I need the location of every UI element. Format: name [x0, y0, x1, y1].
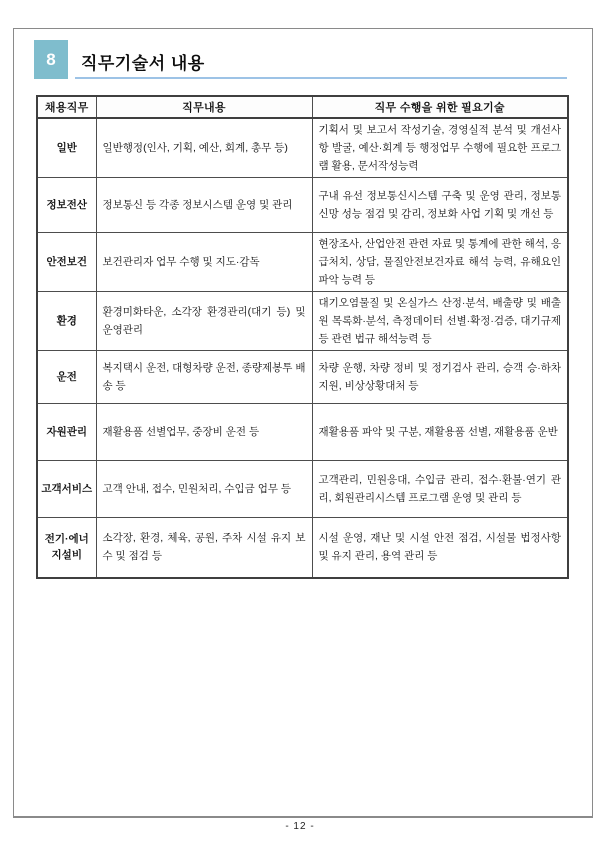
cell-skills: 대기오염물질 및 온실가스 산정·분석, 배출량 및 배출원 목록화·분석, 측정데이터 선별·확정·검증, 대기규제 등 관련 법규 해석능력 등: [312, 292, 568, 351]
section-number-badge: [34, 40, 68, 79]
page-title: 직무기술서 내용: [81, 54, 205, 73]
table-row: [37, 178, 568, 233]
table-row: [37, 461, 568, 518]
title-underline-rule: [75, 77, 567, 79]
cell-skills: 현장조사, 산업안전 관련 자료 및 통계에 관한 해석, 응급처치, 상담, 물질안전보건자료 해석 능력, 유해요인 파악 능력 등: [312, 233, 568, 292]
table-row: [37, 292, 568, 351]
cell-skills: 차량 운행, 차량 정비 및 정기검사 관리, 승객 승·하차 지원, 비상상황대처 등: [312, 351, 568, 404]
cell-duties: 보건관리자 업무 수행 및 지도·감독: [96, 233, 312, 292]
cell-duties: 복지택시 운전, 대형차량 운전, 종량제봉투 배송 등: [96, 351, 312, 404]
header-cell-duties: 직무내용: [96, 96, 312, 118]
cell-job: 운전: [37, 351, 96, 404]
cell-job: 정보전산: [37, 178, 96, 233]
table-header-row: [37, 96, 568, 118]
cell-duties: 정보통신 등 각종 정보시스템 운영 및 관리: [96, 178, 312, 233]
cell-duties: 환경미화타운, 소각장 환경관리(대기 등) 및 운영관리: [96, 292, 312, 351]
table-row: [37, 404, 568, 461]
page-number: - 12 -: [285, 821, 315, 832]
table-row: [37, 351, 568, 404]
cell-skills: 구내 유선 정보통신시스템 구축 및 운영 관리, 정보통신망 성능 점검 및 감리, 정보화 사업 기획 및 개선 등: [312, 178, 568, 233]
cell-skills: 고객관리, 민원응대, 수입금 관리, 접수·환불·연기 관리, 회원관리시스템 프로그램 운영 및 관리 등: [312, 461, 568, 518]
cell-duties: 고객 안내, 접수, 민원처리, 수입금 업무 등: [96, 461, 312, 518]
section-number: 8: [46, 49, 56, 69]
table-row: [37, 118, 568, 178]
cell-duties: 소각장, 환경, 체육, 공원, 주차 시설 유지 보수 및 점검 등: [96, 518, 312, 578]
cell-job: 전기·에너지설비: [37, 518, 96, 578]
table-row: [37, 518, 568, 578]
header-cell-job: 채용직무: [37, 96, 96, 118]
cell-duties: 일반행정(인사, 기획, 예산, 회계, 총무 등): [96, 118, 312, 178]
table-row: [37, 233, 568, 292]
page-border-frame: [13, 28, 593, 818]
cell-job: 일반: [37, 118, 96, 178]
job-description-table: [36, 95, 569, 579]
cell-duties: 재활용품 선별업무, 중장비 운전 등: [96, 404, 312, 461]
cell-skills: 시설 운영, 재난 및 시설 안전 점검, 시설물 법정사항 및 유지 관리, 용역 관리 등: [312, 518, 568, 578]
cell-skills: 재활용품 파악 및 구분, 재활용품 선별, 재활용품 운반: [312, 404, 568, 461]
cell-job: 환경: [37, 292, 96, 351]
header-cell-skills: 직무 수행을 위한 필요기술: [312, 96, 568, 118]
cell-job: 안전보건: [37, 233, 96, 292]
cell-job: 고객서비스: [37, 461, 96, 518]
cell-job: 자원관리: [37, 404, 96, 461]
cell-skills: 기획서 및 보고서 작성기술, 경영실적 분석 및 개선사항 발굴, 예산·회계 등 행정업무 수행에 필요한 프로그램 활용, 문서작성능력: [312, 118, 568, 178]
